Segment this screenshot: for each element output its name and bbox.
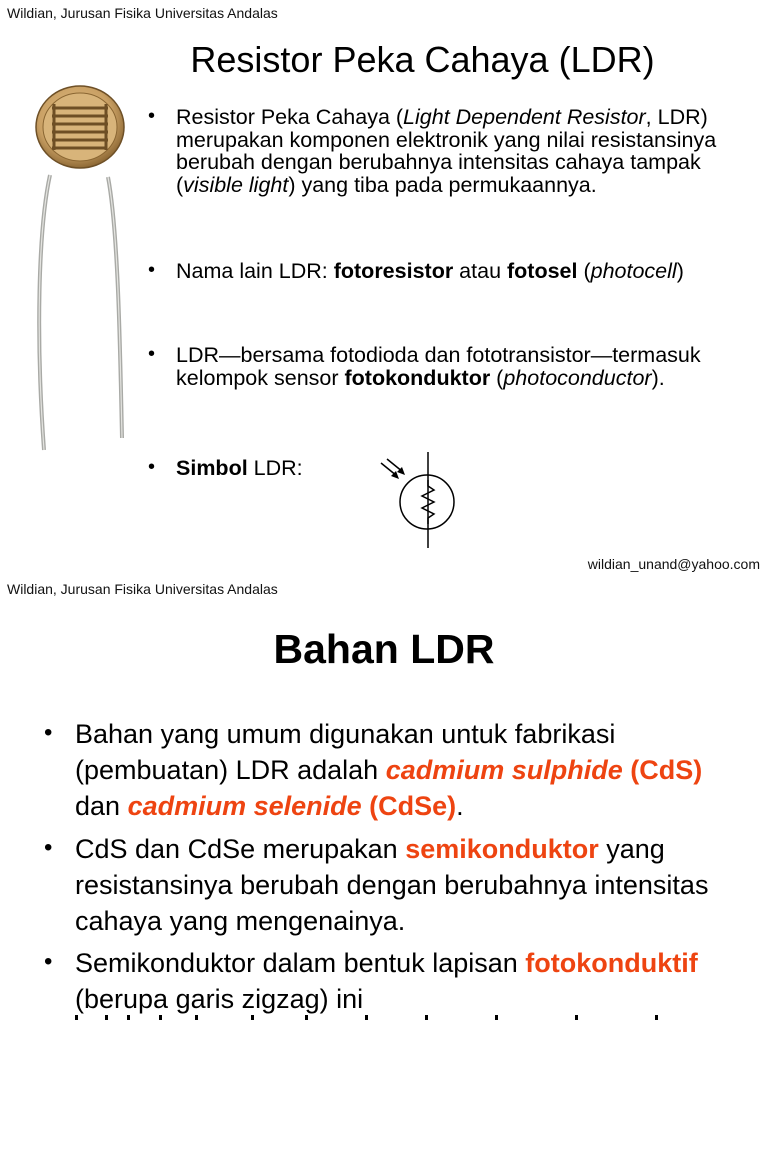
text: dan [75,791,128,821]
text: (berupa garis zigzag) ini [75,984,364,1014]
bullet-marker: • [44,719,53,746]
bullet-ldr-materials [44,716,744,824]
bullet-marker: • [148,343,156,365]
slide-header: Wildian, Jurusan Fisika Universitas Andalas [7,581,278,597]
bold-text: fotokonduktor [344,365,491,390]
text: Bahan yang umum digunakan untuk fabrikasi (pembuatan) LDR adalah [75,719,616,785]
highlight-text: cadmium selenide [127,791,362,821]
cropped-next-line [75,1014,715,1020]
highlight-text: (CdSe) [361,791,457,821]
ldr-symbol-icon [376,452,458,548]
text: ) yang tiba pada permukaannya. [288,172,597,197]
bullet-ldr-definition [148,106,738,196]
text: atau [453,259,507,283]
bullet-marker: • [148,456,156,478]
emphasis-text: photoconductor [503,365,652,390]
slide-title: Bahan LDR [273,626,495,672]
text: , LDR) merupakan komponen elektronik yang nilai resistansinya berubah dengan berubahnya intensitas cahaya tampak ( [176,105,717,197]
bullet-photoconductive-layer [44,945,744,1017]
slide-title: Resistor Peka Cahaya (LDR) [190,39,655,80]
text: LDR—bersama fotodioda dan fototransistor—termasuk kelompok sensor [176,343,701,390]
bullet-other-names [148,260,738,283]
slide-header: Wildian, Jurusan Fisika Universitas Andalas [7,5,278,21]
bullet-marker: • [44,834,53,861]
text: Resistor Peka Cahaya ( [176,105,404,129]
highlight-text: fotokonduktif [525,948,698,978]
bullet-marker: • [148,105,156,127]
text: ( [490,365,504,390]
slide-ldr-materials [0,576,768,1152]
emphasis-text: photocell [590,259,677,283]
text: Nama lain LDR: [176,259,334,283]
bold-text: Simbol [176,456,248,480]
text: Semikonduktor dalam bentuk lapisan [75,948,526,978]
ldr-photo [28,80,146,462]
text: LDR: [247,456,303,480]
text: ) [676,259,684,283]
slide-footer-email: wildian_unand@yahoo.com [587,556,760,572]
highlight-text: semikonduktor [405,834,599,864]
bullet-semiconductor [44,831,744,939]
bullet-sensor-group [148,344,738,389]
bold-text: fotoresistor [333,259,454,283]
text: ). [651,365,665,390]
highlight-text: (CdS) [622,755,703,785]
bold-text: fotosel [507,259,578,283]
highlight-text: cadmium sulphide [385,755,623,785]
text: yang resistansinya berubah dengan berubahnya intensitas cahaya yang mengenainya. [75,834,709,936]
bullet-marker: • [44,948,53,975]
emphasis-text: Light Dependent Resistor [403,105,646,129]
bullet-marker: • [148,259,156,281]
emphasis-text: visible light [183,172,289,197]
text: ( [577,259,591,283]
text: . [456,791,464,821]
text: CdS dan CdSe merupakan [75,834,406,864]
